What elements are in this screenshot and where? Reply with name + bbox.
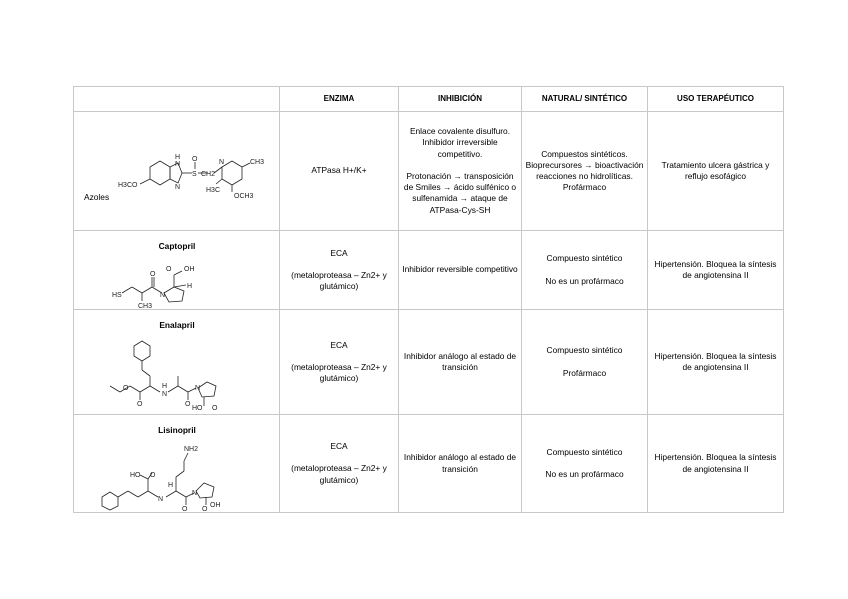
enalapril-structure-cell — [74, 310, 280, 415]
table-row — [74, 415, 784, 513]
compound-name: Captopril — [158, 241, 196, 251]
atom-label: O — [212, 405, 218, 412]
atom-label: N — [175, 184, 181, 191]
enzima-cell — [280, 415, 399, 513]
atom-label: H3C — [206, 187, 221, 194]
origen-type: Compuesto sintético — [546, 345, 623, 356]
prodrug-status: No es un profármaco — [545, 469, 624, 479]
enzima-name: ECA — [330, 339, 348, 350]
inhibicion-text: Enlace covalente disulfuro. Inhibidor irreversible competitivo. — [409, 126, 511, 159]
header-row — [74, 87, 784, 112]
enzima-name: ECA — [330, 441, 348, 452]
inhibicion-cell: Inhibidor análogo al estado de transición — [399, 415, 522, 513]
atom-label: O — [150, 472, 156, 479]
omeprazole-structure-image — [74, 112, 280, 231]
compound-name: Azoles — [84, 192, 110, 202]
atom-label: S — [192, 171, 197, 178]
atom-label: N — [175, 161, 181, 168]
captopril-structure-image — [74, 231, 280, 310]
enzima-name: ECA — [330, 247, 348, 258]
atom-label: O — [166, 266, 172, 273]
atom-label: H — [175, 154, 181, 161]
uso-cell: Hipertensión. Bloquea la síntesis de angiotensina II — [648, 415, 784, 513]
origen-cell: Compuestos sintéticos. Bioprecursores → bioactivación reacciones no hidrolíticas. Profármaco — [522, 112, 648, 231]
atom-label: CH2 — [201, 171, 216, 178]
atom-label: O — [123, 385, 129, 392]
origen-type: Compuesto sintético — [546, 446, 623, 457]
compound-name: Lisinopril — [158, 425, 196, 435]
atom-label: N — [162, 391, 168, 398]
origen-cell — [522, 415, 648, 513]
atom-label: H — [162, 383, 168, 390]
inhibicion-cell: Inhibidor análogo al estado de transición — [399, 310, 522, 415]
enalapril-structure-image — [74, 310, 280, 415]
atom-label: N — [192, 490, 198, 497]
compound-name: Enalapril — [159, 320, 195, 330]
atom-label: OH — [184, 266, 195, 273]
atom-label: O — [150, 271, 156, 278]
origen-cell — [522, 310, 648, 415]
atom-label: O — [185, 401, 191, 408]
lisinopril-structure-image — [74, 415, 280, 513]
table-row — [74, 310, 784, 415]
inhibicion-mechanism-text: Protonación → transposición de Smiles → ácido sulfénico o sulfenamida → ataque de ATPasa-Cys-SH — [403, 170, 517, 215]
enzima-cell — [280, 231, 399, 310]
azoles-structure-cell — [74, 112, 280, 231]
atom-label: H3CO — [118, 182, 138, 189]
atom-label: HO — [130, 472, 141, 479]
enzima-detail: (metaloproteasa – Zn2+ y glutámico) — [291, 361, 387, 384]
atom-label: CH3 — [250, 159, 265, 166]
atom-label: O — [192, 156, 198, 163]
atom-label: HS — [112, 292, 122, 299]
atom-label: N — [219, 159, 225, 166]
enzima-cell — [280, 310, 399, 415]
atom-label: CH3 — [138, 303, 153, 310]
atom-label: HO — [192, 405, 203, 412]
uso-cell: Hipertensión. Bloquea la síntesis de angiotensina II — [648, 231, 784, 310]
origen-type: Compuesto sintético — [546, 253, 623, 264]
header-enzima: ENZIMA — [280, 87, 399, 112]
atom-label: H — [168, 482, 174, 489]
drug-table — [73, 86, 784, 513]
captopril-structure-cell — [74, 231, 280, 310]
header-origen: NATURAL/ SINTÉTICO — [522, 87, 648, 112]
enzima-detail: (metaloproteasa – Zn2+ y glutámico) — [291, 269, 387, 292]
table-row — [74, 112, 784, 231]
atom-label: NH2 — [184, 446, 199, 453]
atom-label: OH — [210, 502, 221, 509]
table-row — [74, 231, 784, 310]
atom-label: O — [202, 506, 208, 513]
header-uso: USO TERAPÉUTICO — [648, 87, 784, 112]
atom-label: N — [158, 496, 164, 503]
uso-cell: Hipertensión. Bloquea la síntesis de angiotensina II — [648, 310, 784, 415]
atom-label: N — [195, 385, 201, 392]
lisinopril-structure-cell — [74, 415, 280, 513]
atom-label: O — [137, 401, 143, 408]
inhibicion-cell: Inhibidor reversible competitivo — [399, 231, 522, 310]
inhibicion-cell — [399, 112, 522, 231]
origen-cell — [522, 231, 648, 310]
header-cell-blank — [74, 87, 280, 112]
prodrug-status: No es un profármaco — [545, 275, 624, 286]
enzima-detail: (metaloproteasa – Zn2+ y glutámico) — [291, 463, 387, 485]
uso-cell: Tratamiento ulcera gástrica y reflujo esofágico — [648, 112, 784, 231]
prodrug-status: Profármaco — [562, 367, 607, 378]
enzima-cell: ATPasa H+/K+ — [280, 112, 399, 231]
atom-label: O — [182, 506, 188, 513]
atom-label: OCH3 — [234, 193, 254, 200]
atom-label: N — [160, 292, 166, 299]
header-inhibicion: INHIBICIÓN — [399, 87, 522, 112]
atom-label: H — [187, 283, 193, 290]
